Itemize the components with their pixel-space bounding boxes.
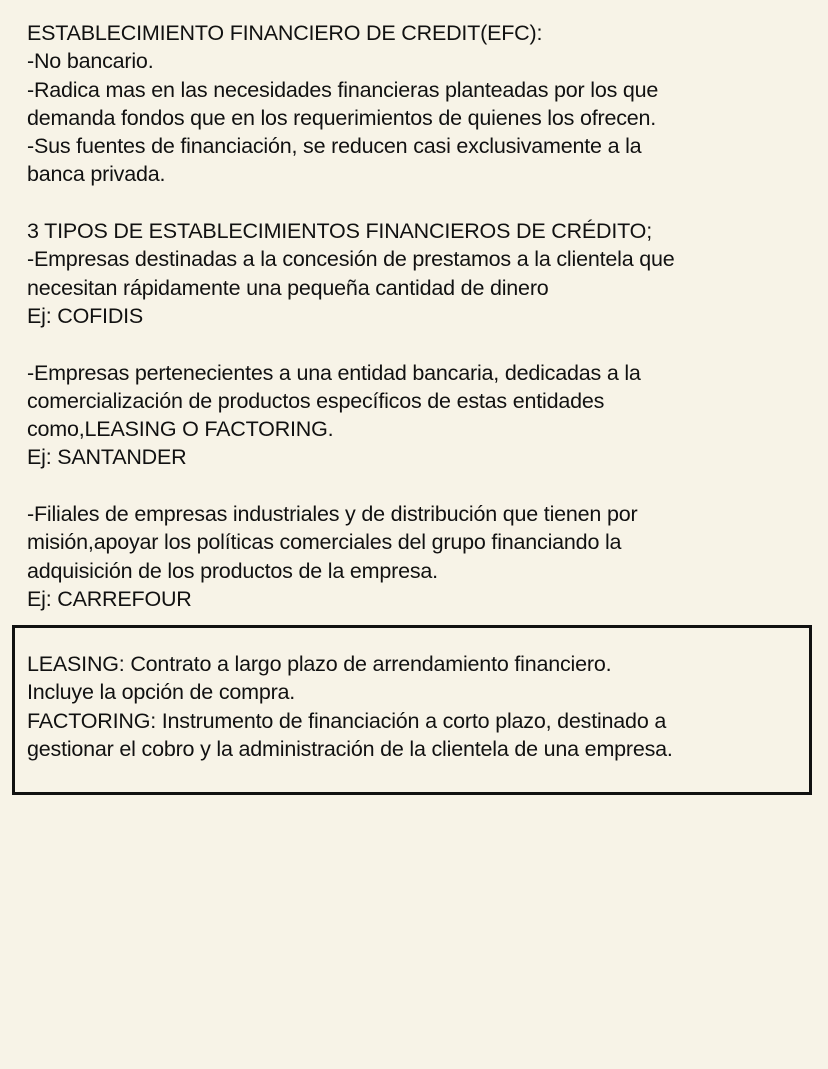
type-description: comercialización de productos específicos de estas entidades [27,388,605,413]
type-example: Ej: SANTANDER [27,445,187,470]
section-efc-definition [27,19,817,189]
bullet-line: demanda fondos que en los requerimientos de quienes los ofrecen. [27,105,657,130]
type-description: -Filiales de empresas industriales y de distribución que tienen por [27,502,638,527]
bullet-line: -Sus fuentes de financiación, se reducen casi exclusivamente a la [27,134,642,159]
spacer [27,472,817,500]
definition-line: gestionar el cobro y la administración de la clientela de una empresa. [27,736,673,761]
spacer [27,189,817,217]
type-item [27,359,817,472]
bullet-line: -Radica mas en las necesidades financieras planteadas por los que [27,77,659,102]
definition-line: FACTORING: Instrumento de financiación a corto plazo, destinado a [27,708,667,733]
bullet-line: banca privada. [27,162,166,187]
type-description: adquisición de los productos de la empresa. [27,558,438,583]
section-title: 3 TIPOS DE ESTABLECIMIENTOS FINANCIEROS DE CRÉDITO; [27,219,652,244]
definition-line: Incluye la opción de compra. [27,680,296,705]
definition-line: LEASING: Contrato a largo plazo de arrendamiento financiero. [27,652,612,676]
type-example: Ej: CARREFOUR [27,586,192,611]
type-example: Ej: COFIDIS [27,303,144,328]
bullet-line: -No bancario. [27,49,154,74]
type-item [27,245,817,330]
definitions-content [27,650,673,763]
type-description: -Empresas destinadas a la concesión de prestamos a la clientela que [27,247,675,272]
section-efc-types [27,217,817,613]
document-body [27,19,817,613]
type-description: misión,apoyar los políticas comerciales del grupo financiando la [27,530,622,555]
type-description: como,LEASING O FACTORING. [27,417,334,442]
definitions-box [12,625,812,795]
type-description: necesitan rápidamente una pequeña cantidad de dinero [27,275,549,300]
section-title: ESTABLECIMIENTO FINANCIERO DE CREDIT(EFC): [27,21,543,45]
type-description: -Empresas pertenecientes a una entidad bancaria, dedicadas a la [27,360,641,385]
type-item [27,500,817,613]
spacer [27,330,817,358]
